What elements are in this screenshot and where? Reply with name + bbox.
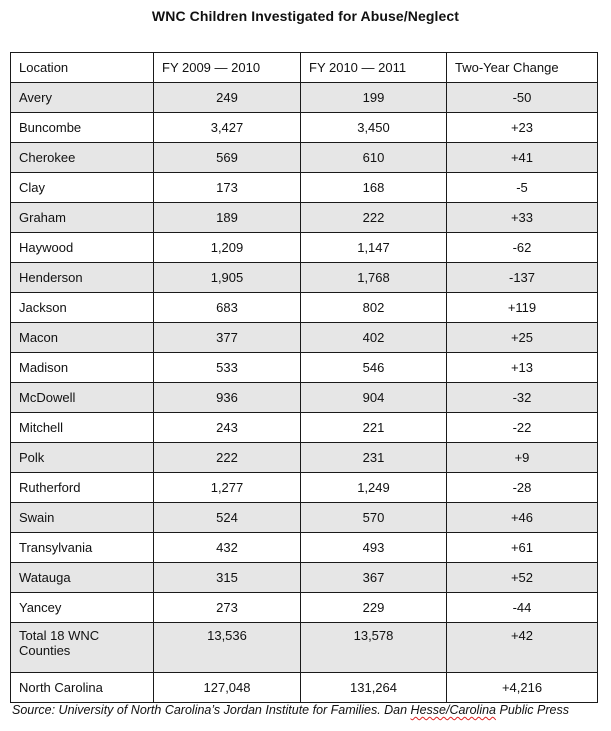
cell-fy2010-2011: 222 <box>301 203 447 233</box>
cell-fy2010-2011: 546 <box>301 353 447 383</box>
cell-location: Yancey <box>11 593 154 623</box>
cell-fy2009-2010: 377 <box>154 323 301 353</box>
cell-location: Graham <box>11 203 154 233</box>
cell-fy2010-2011: 168 <box>301 173 447 203</box>
cell-location: Clay <box>11 173 154 203</box>
table-body <box>11 83 598 703</box>
table-row <box>11 413 598 443</box>
cell-fy2010-2011: 570 <box>301 503 447 533</box>
table-row <box>11 293 598 323</box>
cell-location: Swain <box>11 503 154 533</box>
cell-fy2010-2011: 229 <box>301 593 447 623</box>
cell-fy2010-2011: 904 <box>301 383 447 413</box>
cell-two-year-change: -62 <box>447 233 598 263</box>
cell-location: Rutherford <box>11 473 154 503</box>
cell-location: Avery <box>11 83 154 113</box>
cell-two-year-change: +119 <box>447 293 598 323</box>
cell-fy2009-2010: 432 <box>154 533 301 563</box>
cell-fy2010-2011: 199 <box>301 83 447 113</box>
cell-two-year-change: +4,216 <box>447 673 598 703</box>
table-row <box>11 533 598 563</box>
table-row <box>11 233 598 263</box>
cell-fy2010-2011: 1,768 <box>301 263 447 293</box>
cell-fy2009-2010: 524 <box>154 503 301 533</box>
cell-fy2009-2010: 3,427 <box>154 113 301 143</box>
cell-location: Polk <box>11 443 154 473</box>
table-row <box>11 623 598 673</box>
table-row <box>11 83 598 113</box>
cell-two-year-change: +42 <box>447 623 598 673</box>
cell-two-year-change: +41 <box>447 143 598 173</box>
cell-two-year-change: -44 <box>447 593 598 623</box>
cell-two-year-change: +33 <box>447 203 598 233</box>
cell-two-year-change: +25 <box>447 323 598 353</box>
cell-fy2009-2010: 569 <box>154 143 301 173</box>
cell-two-year-change: +52 <box>447 563 598 593</box>
cell-two-year-change: -32 <box>447 383 598 413</box>
column-header-fy2009-2010: FY 2009 — 2010 <box>154 53 301 83</box>
cell-location: Watauga <box>11 563 154 593</box>
cell-fy2010-2011: 367 <box>301 563 447 593</box>
cell-fy2009-2010: 1,277 <box>154 473 301 503</box>
source-text: Source: University of North Carolina’s Jordan Institute for Families. Dan <box>12 703 411 717</box>
cell-two-year-change: -22 <box>447 413 598 443</box>
cell-fy2010-2011: 610 <box>301 143 447 173</box>
table-row <box>11 673 598 703</box>
cell-two-year-change: -137 <box>447 263 598 293</box>
cell-fy2009-2010: 315 <box>154 563 301 593</box>
cell-fy2009-2010: 243 <box>154 413 301 443</box>
table-row <box>11 503 598 533</box>
table-row <box>11 173 598 203</box>
table-row <box>11 263 598 293</box>
cell-two-year-change: -50 <box>447 83 598 113</box>
table-header-row <box>11 53 598 83</box>
cell-location: McDowell <box>11 383 154 413</box>
table-row <box>11 473 598 503</box>
cell-fy2009-2010: 249 <box>154 83 301 113</box>
cell-fy2009-2010: 936 <box>154 383 301 413</box>
cell-location: Madison <box>11 353 154 383</box>
cell-location: Transylvania <box>11 533 154 563</box>
cell-fy2010-2011: 802 <box>301 293 447 323</box>
table-row <box>11 203 598 233</box>
table-row <box>11 443 598 473</box>
cell-fy2009-2010: 683 <box>154 293 301 323</box>
cell-fy2009-2010: 127,048 <box>154 673 301 703</box>
cell-location: Macon <box>11 323 154 353</box>
cell-location: North Carolina <box>11 673 154 703</box>
cell-location: Total 18 WNC Counties <box>11 623 154 673</box>
source-text-end: Public Press <box>496 703 569 717</box>
cell-fy2009-2010: 222 <box>154 443 301 473</box>
cell-two-year-change: +23 <box>447 113 598 143</box>
cell-fy2010-2011: 402 <box>301 323 447 353</box>
column-header-fy2010-2011: FY 2010 — 2011 <box>301 53 447 83</box>
cell-fy2009-2010: 13,536 <box>154 623 301 673</box>
cell-two-year-change: +9 <box>447 443 598 473</box>
table-row <box>11 143 598 173</box>
table-row <box>11 113 598 143</box>
cell-fy2010-2011: 493 <box>301 533 447 563</box>
cell-fy2009-2010: 533 <box>154 353 301 383</box>
cell-fy2009-2010: 173 <box>154 173 301 203</box>
page-title: WNC Children Investigated for Abuse/Neglect <box>151 8 460 24</box>
table-row <box>11 323 598 353</box>
source-note <box>12 703 569 717</box>
column-header-location: Location <box>11 53 154 83</box>
cell-two-year-change: -5 <box>447 173 598 203</box>
cell-fy2010-2011: 13,578 <box>301 623 447 673</box>
column-header-two-year-change: Two-Year Change <box>447 53 598 83</box>
cell-location: Jackson <box>11 293 154 323</box>
cell-fy2010-2011: 221 <box>301 413 447 443</box>
cell-location: Buncombe <box>11 113 154 143</box>
cell-fy2009-2010: 1,905 <box>154 263 301 293</box>
cell-location: Cherokee <box>11 143 154 173</box>
table-row <box>11 563 598 593</box>
cell-two-year-change: +46 <box>447 503 598 533</box>
cell-two-year-change: +61 <box>447 533 598 563</box>
cell-fy2009-2010: 1,209 <box>154 233 301 263</box>
cell-fy2010-2011: 1,147 <box>301 233 447 263</box>
cell-fy2010-2011: 131,264 <box>301 673 447 703</box>
cell-two-year-change: -28 <box>447 473 598 503</box>
cell-location: Henderson <box>11 263 154 293</box>
cell-fy2010-2011: 231 <box>301 443 447 473</box>
source-flagged-word: Hesse/Carolina <box>410 703 497 717</box>
cell-fy2010-2011: 3,450 <box>301 113 447 143</box>
cell-location: Haywood <box>11 233 154 263</box>
table-row <box>11 593 598 623</box>
table-row <box>11 383 598 413</box>
cell-location: Mitchell <box>11 413 154 443</box>
data-table <box>10 52 598 703</box>
cell-fy2009-2010: 273 <box>154 593 301 623</box>
cell-two-year-change: +13 <box>447 353 598 383</box>
table-row <box>11 353 598 383</box>
cell-fy2010-2011: 1,249 <box>301 473 447 503</box>
cell-fy2009-2010: 189 <box>154 203 301 233</box>
